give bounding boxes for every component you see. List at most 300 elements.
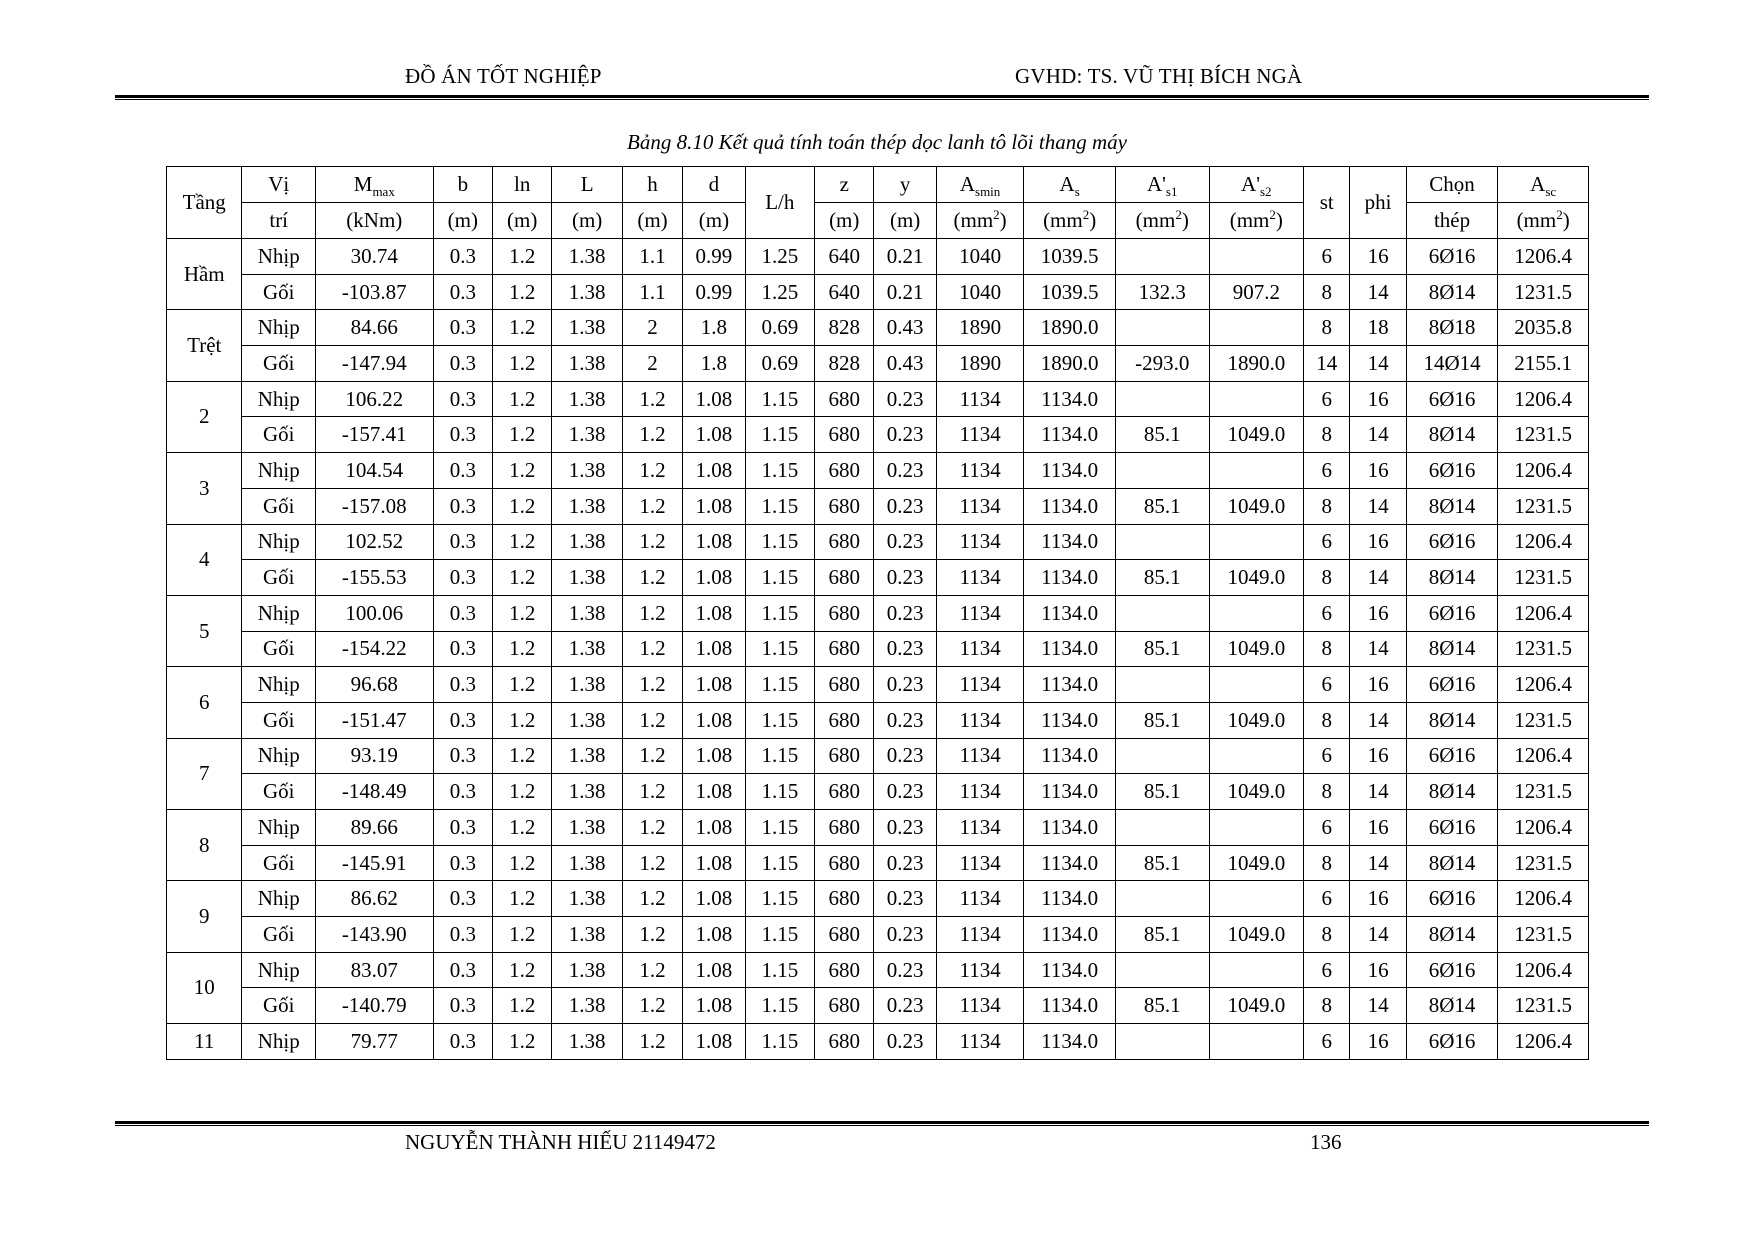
table-cell bbox=[1209, 595, 1304, 631]
table-cell: 0.3 bbox=[433, 239, 492, 275]
table-cell: 8Ø14 bbox=[1406, 417, 1498, 453]
table-cell: 1231.5 bbox=[1498, 560, 1589, 596]
table-cell: 1134 bbox=[936, 845, 1024, 881]
table-cell: 1.2 bbox=[622, 1024, 682, 1060]
table-cell: 1.2 bbox=[493, 774, 552, 810]
table-cell: 8Ø14 bbox=[1406, 988, 1498, 1024]
table-cell: 1134.0 bbox=[1024, 595, 1116, 631]
table-cell bbox=[1115, 239, 1209, 275]
table-cell: 1134 bbox=[936, 881, 1024, 917]
table-cell: 104.54 bbox=[315, 453, 433, 489]
table-cell: 6 bbox=[1304, 595, 1350, 631]
col-header-as2: $A'_{s2}$ bbox=[1209, 167, 1304, 203]
table-cell: 1.38 bbox=[552, 667, 622, 703]
table-cell: 8Ø14 bbox=[1406, 274, 1498, 310]
table-cell: 0.3 bbox=[433, 631, 492, 667]
table-cell: 6 bbox=[1304, 381, 1350, 417]
table-cell: 0.3 bbox=[433, 845, 492, 881]
cell-tang: Hầm bbox=[167, 239, 242, 310]
table-cell: 1.1 bbox=[622, 274, 682, 310]
table-cell: 85.1 bbox=[1115, 917, 1209, 953]
table-cell: 680 bbox=[815, 667, 874, 703]
col-header-as: $A_s$ bbox=[1024, 167, 1116, 203]
table-cell bbox=[1209, 952, 1304, 988]
table-row bbox=[167, 417, 1589, 453]
table-cell: 1134 bbox=[936, 667, 1024, 703]
table-cell: 1.08 bbox=[683, 453, 745, 489]
table-cell: 1.38 bbox=[552, 310, 622, 346]
table-cell: 680 bbox=[815, 1024, 874, 1060]
table-cell: 1.25 bbox=[745, 274, 814, 310]
table-cell bbox=[1209, 310, 1304, 346]
table-cell: 8 bbox=[1304, 560, 1350, 596]
table-cell: 1.15 bbox=[745, 845, 814, 881]
table-cell: 0.23 bbox=[874, 702, 936, 738]
reinforcement-table bbox=[166, 166, 1589, 1060]
table-cell: -147.94 bbox=[315, 346, 433, 382]
table-row bbox=[167, 667, 1589, 703]
table-cell: Gối bbox=[242, 774, 315, 810]
table-cell: 1.15 bbox=[745, 988, 814, 1024]
col-header-d: d bbox=[683, 167, 745, 203]
table-cell: 0.23 bbox=[874, 667, 936, 703]
table-cell: 680 bbox=[815, 952, 874, 988]
table-cell: 0.23 bbox=[874, 738, 936, 774]
table-cell bbox=[1115, 381, 1209, 417]
table-cell: 1.2 bbox=[622, 417, 682, 453]
table-cell: Gối bbox=[242, 917, 315, 953]
table-cell: 1134.0 bbox=[1024, 988, 1116, 1024]
table-cell: 1.38 bbox=[552, 952, 622, 988]
table-cell: 83.07 bbox=[315, 952, 433, 988]
cell-tang: Trệt bbox=[167, 310, 242, 381]
table-row bbox=[167, 524, 1589, 560]
col-unit-mmax: (kNm) bbox=[315, 203, 433, 239]
col-unit-d: (m) bbox=[683, 203, 745, 239]
table-cell: Gối bbox=[242, 560, 315, 596]
table-cell: 1.2 bbox=[622, 453, 682, 489]
col-header-vitri-2: trí bbox=[242, 203, 315, 239]
table-cell: 0.23 bbox=[874, 631, 936, 667]
table-cell bbox=[1209, 524, 1304, 560]
col-header-y: y bbox=[874, 167, 936, 203]
table-cell: 85.1 bbox=[1115, 845, 1209, 881]
table-cell: 1.2 bbox=[622, 595, 682, 631]
table-cell: 1134 bbox=[936, 381, 1024, 417]
table-cell: 14 bbox=[1350, 702, 1406, 738]
table-cell: 85.1 bbox=[1115, 560, 1209, 596]
table-cell: 680 bbox=[815, 988, 874, 1024]
table-cell: 1.08 bbox=[683, 810, 745, 846]
table-cell: 1.2 bbox=[622, 631, 682, 667]
table-cell: 8 bbox=[1304, 417, 1350, 453]
table-row bbox=[167, 810, 1589, 846]
table-cell: 1.08 bbox=[683, 417, 745, 453]
col-unit-as: $(mm^2)$ bbox=[1024, 203, 1116, 239]
table-row bbox=[167, 952, 1589, 988]
col-unit-as2: $(mm^2)$ bbox=[1209, 203, 1304, 239]
col-unit-y: (m) bbox=[874, 203, 936, 239]
col-header-L: L bbox=[552, 167, 622, 203]
table-cell: 1134 bbox=[936, 631, 1024, 667]
table-cell: Gối bbox=[242, 988, 315, 1024]
table-cell: 2035.8 bbox=[1498, 310, 1589, 346]
table-cell: 1134 bbox=[936, 738, 1024, 774]
table-cell: 1.2 bbox=[622, 774, 682, 810]
table-cell: 1.38 bbox=[552, 845, 622, 881]
table-cell: 8Ø18 bbox=[1406, 310, 1498, 346]
page-number: 136 bbox=[1310, 1130, 1342, 1154]
table-cell: 680 bbox=[815, 881, 874, 917]
col-unit-ln: (m) bbox=[493, 203, 552, 239]
table-cell: 0.3 bbox=[433, 310, 492, 346]
table-cell: 1.15 bbox=[745, 881, 814, 917]
table-cell: 1.2 bbox=[622, 381, 682, 417]
table-cell: -157.41 bbox=[315, 417, 433, 453]
table-cell: 0.3 bbox=[433, 346, 492, 382]
table-cell: 0.23 bbox=[874, 845, 936, 881]
table-cell: 1.2 bbox=[622, 952, 682, 988]
table-cell: 1134.0 bbox=[1024, 631, 1116, 667]
table-cell bbox=[1115, 524, 1209, 560]
table-cell: 1.08 bbox=[683, 524, 745, 560]
table-cell: 8Ø14 bbox=[1406, 774, 1498, 810]
table-cell: 16 bbox=[1350, 667, 1406, 703]
table-cell: 0.23 bbox=[874, 952, 936, 988]
table-cell: 1206.4 bbox=[1498, 952, 1589, 988]
table-cell: 1.15 bbox=[745, 381, 814, 417]
table-cell bbox=[1209, 453, 1304, 489]
table-cell: 0.3 bbox=[433, 560, 492, 596]
table-cell: 1.08 bbox=[683, 667, 745, 703]
table-cell: 680 bbox=[815, 810, 874, 846]
table-body bbox=[167, 239, 1589, 1060]
table-cell: 14 bbox=[1350, 560, 1406, 596]
table-cell: 1890.0 bbox=[1024, 346, 1116, 382]
table-cell: 0.3 bbox=[433, 738, 492, 774]
table-cell: Gối bbox=[242, 702, 315, 738]
table-cell: 0.3 bbox=[433, 381, 492, 417]
table-cell: 1.2 bbox=[493, 524, 552, 560]
header-rule bbox=[115, 95, 1649, 100]
table-cell: 93.19 bbox=[315, 738, 433, 774]
table-cell bbox=[1209, 1024, 1304, 1060]
table-cell: 1134.0 bbox=[1024, 524, 1116, 560]
table-cell: 1.08 bbox=[683, 488, 745, 524]
table-cell: 1040 bbox=[936, 239, 1024, 275]
table-cell: 1134 bbox=[936, 488, 1024, 524]
table-cell: 8 bbox=[1304, 845, 1350, 881]
table-cell: -143.90 bbox=[315, 917, 433, 953]
table-cell: 85.1 bbox=[1115, 702, 1209, 738]
table-cell: 2 bbox=[622, 346, 682, 382]
footer-rule bbox=[115, 1121, 1649, 1126]
table-cell: 0.3 bbox=[433, 952, 492, 988]
table-cell: 8Ø14 bbox=[1406, 631, 1498, 667]
table-cell: 1.38 bbox=[552, 274, 622, 310]
table-cell: 14 bbox=[1350, 631, 1406, 667]
table-cell: 1134.0 bbox=[1024, 453, 1116, 489]
table-cell: 6Ø16 bbox=[1406, 667, 1498, 703]
table-cell: 8 bbox=[1304, 310, 1350, 346]
table-cell: 680 bbox=[815, 631, 874, 667]
table-cell: 1231.5 bbox=[1498, 845, 1589, 881]
table-cell: 1134.0 bbox=[1024, 381, 1116, 417]
table-cell: 14 bbox=[1350, 988, 1406, 1024]
table-cell bbox=[1115, 810, 1209, 846]
table-row bbox=[167, 310, 1589, 346]
table-cell: 1206.4 bbox=[1498, 453, 1589, 489]
table-cell: 680 bbox=[815, 417, 874, 453]
table-cell: 1.38 bbox=[552, 702, 622, 738]
table-cell: 1134.0 bbox=[1024, 845, 1116, 881]
table-cell: 1.2 bbox=[622, 667, 682, 703]
table-cell: Nhịp bbox=[242, 952, 315, 988]
table-cell: 1.38 bbox=[552, 738, 622, 774]
table-cell: Gối bbox=[242, 488, 315, 524]
table-cell: 1134.0 bbox=[1024, 488, 1116, 524]
table-cell: 1890 bbox=[936, 346, 1024, 382]
table-cell: 1.15 bbox=[745, 952, 814, 988]
table-row bbox=[167, 1024, 1589, 1060]
table-cell: 0.23 bbox=[874, 774, 936, 810]
table-cell bbox=[1115, 667, 1209, 703]
table-cell: 0.3 bbox=[433, 417, 492, 453]
table-cell: 1.38 bbox=[552, 524, 622, 560]
table-cell: 8 bbox=[1304, 274, 1350, 310]
table-cell: 1040 bbox=[936, 274, 1024, 310]
table-row bbox=[167, 774, 1589, 810]
header-left-title: ĐỒ ÁN TỐT NGHIỆP bbox=[405, 64, 602, 88]
table-cell: 14 bbox=[1350, 488, 1406, 524]
table-cell: 132.3 bbox=[1115, 274, 1209, 310]
table-cell: 1.38 bbox=[552, 417, 622, 453]
table-cell: 1890.0 bbox=[1209, 346, 1304, 382]
cell-tang: 6 bbox=[167, 667, 242, 738]
table-cell: 16 bbox=[1350, 881, 1406, 917]
table-row bbox=[167, 702, 1589, 738]
table-cell: Nhịp bbox=[242, 667, 315, 703]
table-cell: 2 bbox=[622, 310, 682, 346]
table-cell: Gối bbox=[242, 631, 315, 667]
table-cell: 1.08 bbox=[683, 631, 745, 667]
table-cell: 18 bbox=[1350, 310, 1406, 346]
table-cell: 1.2 bbox=[493, 488, 552, 524]
col-unit-asmin: $(mm^2)$ bbox=[936, 203, 1024, 239]
table-cell: 0.23 bbox=[874, 453, 936, 489]
table-cell: Nhịp bbox=[242, 738, 315, 774]
col-header-mmax: $M_{max}$ bbox=[315, 167, 433, 203]
table-cell: 1049.0 bbox=[1209, 702, 1304, 738]
table-cell: 1.2 bbox=[622, 738, 682, 774]
table-cell: 16 bbox=[1350, 1024, 1406, 1060]
table-cell: 680 bbox=[815, 595, 874, 631]
table-cell: 6 bbox=[1304, 952, 1350, 988]
col-header-chon-2: thép bbox=[1406, 203, 1498, 239]
table-cell: 1.15 bbox=[745, 560, 814, 596]
table-cell: 1.15 bbox=[745, 488, 814, 524]
table-cell: 0.23 bbox=[874, 881, 936, 917]
table-cell: 8 bbox=[1304, 988, 1350, 1024]
table-cell: 1.38 bbox=[552, 453, 622, 489]
table-cell: 1134.0 bbox=[1024, 952, 1116, 988]
table-cell: 16 bbox=[1350, 595, 1406, 631]
table-cell: 1.15 bbox=[745, 631, 814, 667]
table-cell: Nhịp bbox=[242, 524, 315, 560]
table-cell: Nhịp bbox=[242, 810, 315, 846]
table-cell: 1.08 bbox=[683, 845, 745, 881]
table-cell: 1.08 bbox=[683, 1024, 745, 1060]
table-cell: 1.08 bbox=[683, 702, 745, 738]
table-cell: 1.2 bbox=[493, 738, 552, 774]
table-cell: 1049.0 bbox=[1209, 417, 1304, 453]
table-cell: 2155.1 bbox=[1498, 346, 1589, 382]
table-cell: 1134 bbox=[936, 702, 1024, 738]
table-cell bbox=[1209, 667, 1304, 703]
col-header-z: z bbox=[815, 167, 874, 203]
table-cell bbox=[1115, 1024, 1209, 1060]
table-cell: Nhịp bbox=[242, 239, 315, 275]
table-cell: 1.2 bbox=[493, 346, 552, 382]
table-cell: 6 bbox=[1304, 667, 1350, 703]
table-cell: Nhịp bbox=[242, 453, 315, 489]
table-cell: 1890.0 bbox=[1024, 310, 1116, 346]
table-cell: 1206.4 bbox=[1498, 239, 1589, 275]
table-cell: 1.15 bbox=[745, 917, 814, 953]
col-header-ln: ln bbox=[493, 167, 552, 203]
table-cell: 1.15 bbox=[745, 417, 814, 453]
table-cell: 8 bbox=[1304, 488, 1350, 524]
table-cell: 1.2 bbox=[622, 702, 682, 738]
table-cell: 1231.5 bbox=[1498, 488, 1589, 524]
table-cell: 1.08 bbox=[683, 595, 745, 631]
table-cell: 1.2 bbox=[493, 631, 552, 667]
table-row bbox=[167, 346, 1589, 382]
footer-author: NGUYỄN THÀNH HIẾU 21149472 bbox=[405, 1130, 716, 1154]
table-cell: 0.23 bbox=[874, 524, 936, 560]
table-cell: 1206.4 bbox=[1498, 1024, 1589, 1060]
table-cell: -155.53 bbox=[315, 560, 433, 596]
table-cell: 1.2 bbox=[622, 845, 682, 881]
col-header-asmin: $A_{smin}$ bbox=[936, 167, 1024, 203]
table-cell: 1.15 bbox=[745, 1024, 814, 1060]
table-cell: 1049.0 bbox=[1209, 774, 1304, 810]
table-cell: -151.47 bbox=[315, 702, 433, 738]
table-cell: 6Ø16 bbox=[1406, 952, 1498, 988]
table-cell: 1134.0 bbox=[1024, 417, 1116, 453]
table-cell: 1.25 bbox=[745, 239, 814, 275]
table-cell: 1.2 bbox=[622, 881, 682, 917]
table-cell: 79.77 bbox=[315, 1024, 433, 1060]
table-cell: 16 bbox=[1350, 381, 1406, 417]
table-cell: 6Ø16 bbox=[1406, 810, 1498, 846]
table-cell: 1.15 bbox=[745, 774, 814, 810]
table-cell: 1134.0 bbox=[1024, 667, 1116, 703]
table-cell: 1.15 bbox=[745, 810, 814, 846]
table-cell: 1.08 bbox=[683, 381, 745, 417]
table-cell: 8Ø14 bbox=[1406, 488, 1498, 524]
table-cell: 0.3 bbox=[433, 917, 492, 953]
table-cell: 6 bbox=[1304, 524, 1350, 560]
table-cell: 6Ø16 bbox=[1406, 239, 1498, 275]
header-right-advisor: GVHD: TS. VŨ THỊ BÍCH NGÀ bbox=[1015, 64, 1303, 88]
table-cell: 1134 bbox=[936, 952, 1024, 988]
table-cell: 1206.4 bbox=[1498, 524, 1589, 560]
cell-tang: 9 bbox=[167, 881, 242, 952]
table-cell: 6Ø16 bbox=[1406, 453, 1498, 489]
table-row bbox=[167, 845, 1589, 881]
table-cell: 1.2 bbox=[493, 952, 552, 988]
table-cell: 1.38 bbox=[552, 381, 622, 417]
table-cell: -157.08 bbox=[315, 488, 433, 524]
table-row bbox=[167, 738, 1589, 774]
table-cell: 680 bbox=[815, 524, 874, 560]
table-cell: 1231.5 bbox=[1498, 988, 1589, 1024]
table-cell: 1134 bbox=[936, 453, 1024, 489]
table-cell: 680 bbox=[815, 488, 874, 524]
table-cell: 16 bbox=[1350, 453, 1406, 489]
table-cell: 0.3 bbox=[433, 524, 492, 560]
table-cell: 1049.0 bbox=[1209, 988, 1304, 1024]
table-cell: 96.68 bbox=[315, 667, 433, 703]
table-cell: 8Ø14 bbox=[1406, 702, 1498, 738]
table-cell: 0.23 bbox=[874, 1024, 936, 1060]
table-row bbox=[167, 560, 1589, 596]
table-cell: 6Ø16 bbox=[1406, 381, 1498, 417]
table-cell: 1206.4 bbox=[1498, 810, 1589, 846]
table-cell: 85.1 bbox=[1115, 774, 1209, 810]
table-cell: 6Ø16 bbox=[1406, 595, 1498, 631]
table-cell: 0.69 bbox=[745, 310, 814, 346]
table-cell bbox=[1209, 381, 1304, 417]
table-cell: Gối bbox=[242, 417, 315, 453]
table-cell: 1134 bbox=[936, 810, 1024, 846]
table-cell: 0.43 bbox=[874, 310, 936, 346]
table-cell: 14 bbox=[1350, 774, 1406, 810]
table-cell: 1134.0 bbox=[1024, 917, 1116, 953]
cell-tang: 5 bbox=[167, 595, 242, 666]
table-cell: 14 bbox=[1350, 417, 1406, 453]
table-cell: 100.06 bbox=[315, 595, 433, 631]
table-cell: 0.43 bbox=[874, 346, 936, 382]
table-cell: 6 bbox=[1304, 1024, 1350, 1060]
table-cell: 1134 bbox=[936, 417, 1024, 453]
table-cell: 1.2 bbox=[493, 702, 552, 738]
table-cell: 1049.0 bbox=[1209, 560, 1304, 596]
table-cell: 8 bbox=[1304, 774, 1350, 810]
table-cell: 1.38 bbox=[552, 346, 622, 382]
table-cell: 1134 bbox=[936, 988, 1024, 1024]
table-cell: 16 bbox=[1350, 239, 1406, 275]
table-cell: 1049.0 bbox=[1209, 488, 1304, 524]
table-cell: 680 bbox=[815, 381, 874, 417]
table-cell: 1.2 bbox=[493, 239, 552, 275]
table-cell: 0.23 bbox=[874, 560, 936, 596]
table-cell: Nhịp bbox=[242, 1024, 315, 1060]
table-cell: 1.2 bbox=[493, 845, 552, 881]
table-cell: 6Ø16 bbox=[1406, 738, 1498, 774]
table-cell: 1206.4 bbox=[1498, 738, 1589, 774]
table-cell: 907.2 bbox=[1209, 274, 1304, 310]
col-unit-L: (m) bbox=[552, 203, 622, 239]
table-cell: 1049.0 bbox=[1209, 631, 1304, 667]
table-cell: 84.66 bbox=[315, 310, 433, 346]
table-cell: 30.74 bbox=[315, 239, 433, 275]
table-cell: 14 bbox=[1350, 917, 1406, 953]
col-header-phi: phi bbox=[1350, 167, 1406, 239]
table-cell: 1.2 bbox=[493, 810, 552, 846]
table-cell: 0.3 bbox=[433, 488, 492, 524]
